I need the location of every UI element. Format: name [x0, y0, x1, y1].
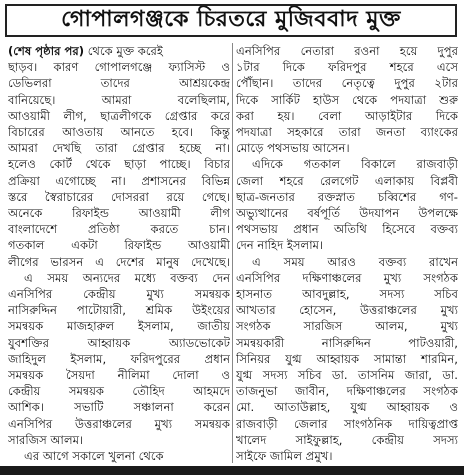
article-line — [8, 448, 230, 463]
article-line — [236, 367, 458, 383]
article-text: জেলা শহরে রেলগেট এলাকায় বিপ্লবী — [236, 173, 458, 188]
article-text: সারজিস আলম। — [8, 432, 84, 447]
article-text: পদযাত্রা সহকারে তারা জনতা ব্যাংকের — [236, 125, 458, 140]
article-text: করা হয়। বেলা আড়াইটার দিকে — [236, 108, 458, 123]
article-text: অভ্যুত্থানের বর্ষপূর্তি উদযাপন উপলক্ষে — [236, 206, 458, 221]
article-text: নাসিরুদ্দিন পাটোয়ারী, শ্রমিক উইংয়ের — [8, 303, 230, 318]
article-line — [8, 383, 230, 399]
article-line — [236, 189, 458, 205]
article-text: আখতার হোসেন, উত্তরাঞ্চলের মুখ্য — [236, 303, 458, 318]
article-line — [236, 140, 458, 156]
article-line — [236, 205, 458, 221]
article-line — [236, 302, 458, 318]
article-line — [236, 75, 458, 91]
article-text: আমরা দেখছি তারা গ্রেপ্তার হচ্ছে না। — [8, 141, 230, 156]
article-line — [8, 367, 230, 383]
article-text: এ সময় অন্যদের মধ্যে বক্তব্য দেন — [24, 270, 230, 285]
article-text: সাইফে জামিল প্রমুখ। — [236, 449, 333, 463]
article-text: মো. আতাউল্লাহ, যুগ্ম আহ্বায়ক ও — [236, 400, 458, 415]
article-line — [8, 351, 230, 367]
article-line — [8, 221, 230, 237]
article-text: বিচারের আওতায় আনতে হবে। কিন্তু — [8, 125, 230, 140]
article-text: গতকাল একটা রিফাইন্ড আওয়ামী — [8, 238, 230, 253]
article-text: রাজবাড়ী জেলার সাংগঠনিক দায়িত্বপ্রাপ্ত — [236, 416, 458, 431]
article-line — [8, 286, 230, 302]
article-text: আওয়ামী লীগ, ছাত্রলীগকে গ্রেপ্তার করে — [8, 108, 230, 123]
headline-text: গোপালগঞ্জকে চিরতরে মুজিববাদ মুক্ত — [61, 7, 401, 32]
article-text: ছাড়ব। কারণ গোপালগঞ্জে ফ্যাসিস্ট ও — [8, 60, 230, 75]
article-line — [8, 399, 230, 415]
article-text: লীগের ভারসন এ দেশের মানুষ দেখেছে। — [8, 254, 230, 269]
article-text: এদিকে গতকাল বিকালে রাজবাড়ী — [252, 157, 458, 172]
article-text: জাহিদুল ইসলাম, ফরিদপুরের প্রধান — [8, 351, 230, 366]
article-text: এনসিপির কেন্দ্রীয় মুখ্য সমন্বয়ক — [8, 287, 230, 302]
article-line — [236, 351, 458, 367]
article-text: এনসিপির নেতারা রওনা হয়ে দুপুর — [236, 44, 458, 58]
article-line — [8, 124, 230, 140]
article-text: ১টার দিকে ফরিদপুর শহরে এসে — [236, 60, 458, 75]
article-text: ছাত্র-জনতার রক্তস্নাত চব্বিশের গণ- — [236, 189, 458, 204]
article-line — [8, 335, 230, 351]
article-text: এর আগে সকালে খুলনা থেকে — [24, 449, 164, 463]
article-line — [8, 432, 230, 448]
article-text: আশিক। সভাটি সঞ্চালনা করেন — [8, 400, 230, 415]
article-text: এ সময় আরও বক্তব্য রাখেন — [252, 254, 458, 269]
article-line — [8, 92, 230, 108]
article-text: সমন্বয়ক সৈয়দা নীলিমা দোলা ও — [8, 368, 230, 383]
page-bottom-band — [0, 466, 464, 475]
article-text: এনসিপির দক্ষিণাঞ্চলের মুখ্য সংগঠক — [236, 270, 458, 285]
article-line — [8, 108, 230, 124]
article-text: হলেও কোর্ট থেকে ছাড়া পাচ্ছে। বিচার — [8, 157, 230, 172]
article-line — [236, 237, 458, 253]
article-line — [8, 43, 230, 59]
article-line — [236, 108, 458, 124]
article-line — [8, 75, 230, 91]
article-line — [236, 432, 458, 448]
article-line — [236, 43, 458, 59]
article-line — [236, 173, 458, 189]
article-line — [8, 318, 230, 334]
headline — [5, 4, 457, 37]
article-line — [236, 416, 458, 432]
article-text: যুবশক্তির আহ্বায়ক অ্যাডভোকেট — [8, 335, 230, 350]
article-text: স্তরে স্বৈরাচারের দোসররা রয়ে গেছে। — [8, 189, 230, 204]
article-line — [236, 254, 458, 270]
article-line — [8, 205, 230, 221]
article-line — [8, 140, 230, 156]
article-line — [8, 302, 230, 318]
article-text: হাসনাত আবদুল্লাহ, সদস্য সচিব — [236, 287, 458, 302]
article-text: পথসভায় প্রধান অতিথি হিসেবে বক্তব্য — [236, 222, 458, 237]
article-line — [236, 59, 458, 75]
article-line — [236, 124, 458, 140]
continued-from-tag: (শেষ পৃষ্ঠার পর) — [8, 44, 85, 58]
article-text: অনেকে রিফাইন্ড আওয়ামী লীগ — [8, 206, 230, 221]
article-line — [236, 92, 458, 108]
article-line — [8, 270, 230, 286]
article-text: থেকে মুক্ত করেই — [84, 44, 163, 58]
article-line — [236, 383, 458, 399]
article-text: যুগ্ম সদস্য সচিব ডা. তাসনিম জারা, ডা. — [236, 368, 458, 383]
article-line — [8, 189, 230, 205]
article-line — [236, 448, 458, 463]
article-text: খালেদ সাইফুল্লাহ, কেন্দ্রীয় সদস্য — [236, 432, 458, 447]
article-line — [236, 286, 458, 302]
article-line — [236, 221, 458, 237]
article-text: বাংলাদেশে প্রতিষ্ঠা করতে চান। — [8, 222, 230, 237]
article-line — [8, 173, 230, 189]
article-text: সমন্বয়কারী নাসিরুদ্দিন পাটওয়ারী, — [236, 335, 458, 350]
article-text: প্রক্রিয়া এগোচ্ছে না। প্রশাসনের বিভিন্ন — [8, 173, 230, 188]
article-text: এনসিপির উত্তরাঞ্চলের মুখ্য সমন্বয়ক — [8, 416, 230, 431]
article-text: দিকে সার্কিট হাউস থেকে পদযাত্রা শুরু — [236, 92, 458, 107]
article-line — [236, 335, 458, 351]
article-text: পৌঁছান। তাদের নেতৃত্বে দুপুর ২টার — [236, 76, 458, 91]
article-column-right — [236, 43, 458, 463]
article-text: সমন্বয়ক মাজহারুল ইসলাম, জাতীয় — [8, 319, 230, 334]
column-divider — [232, 43, 233, 463]
article-line — [236, 156, 458, 172]
article-column-left — [8, 43, 230, 463]
article-line — [8, 156, 230, 172]
article-text: সংগঠক সারজিস আলম, মুখ্য — [236, 319, 458, 334]
article-text: কেন্দ্রীয় সমন্বয়ক তৌহিদ আহমদে — [8, 384, 230, 399]
article-text: সিনিয়র যুগ্ম আহ্বায়ক সামান্তা শারমিন, — [236, 351, 458, 366]
article-line — [8, 237, 230, 253]
article-text: বানিয়েছে। আমরা বলেছিলাম, — [8, 92, 230, 107]
article-line — [236, 270, 458, 286]
article-line — [8, 254, 230, 270]
article-line — [236, 318, 458, 334]
article-text: ডেভিলরা তাদের আশ্রয়কেন্দ্র — [8, 76, 230, 91]
article-text: তাজনুভা জাবীন, দক্ষিণাঞ্চলের সংগঠক — [236, 384, 458, 399]
article-line — [8, 416, 230, 432]
article-line — [8, 59, 230, 75]
article-text: দেন নাহিদ ইসলাম। — [236, 238, 324, 253]
article-line — [236, 399, 458, 415]
article-text: মোড়ে পথসভায় আসেন। — [236, 141, 350, 156]
